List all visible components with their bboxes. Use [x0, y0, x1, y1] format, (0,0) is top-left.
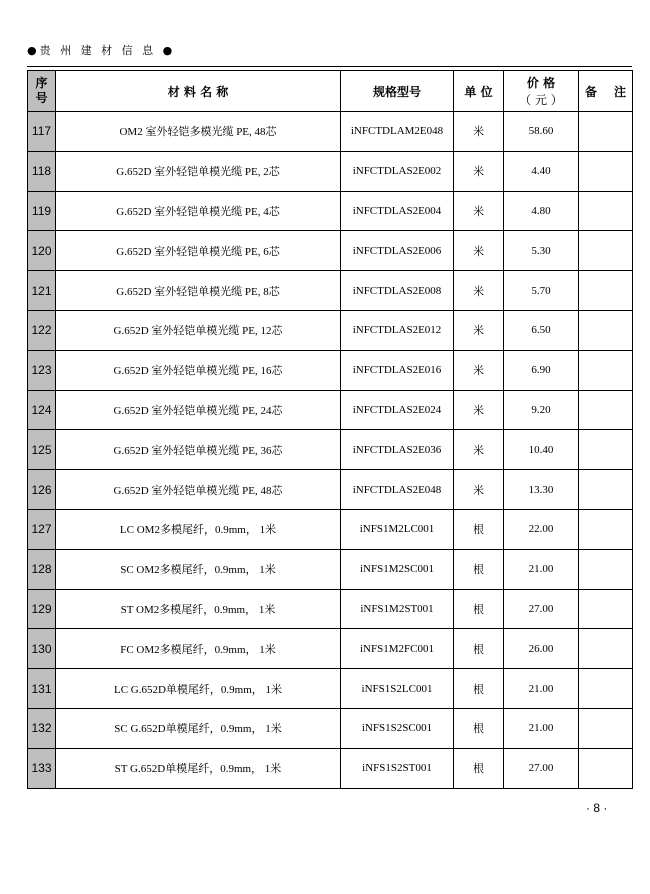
table-row	[28, 629, 633, 669]
row-note	[579, 112, 633, 152]
row-seq: 130	[28, 629, 56, 669]
row-seq: 118	[28, 151, 56, 191]
column-header-name: 材 料 名 称	[56, 71, 341, 112]
row-unit: 根	[454, 589, 504, 629]
row-material-name: G.652D 室外轻铠单模光缆 PE, 24芯	[56, 390, 341, 430]
row-material-name: SC G.652D单模尾纤，0.9mm， 1米	[56, 708, 341, 748]
row-spec-model: iNFCTDLAS2E008	[341, 271, 454, 311]
column-header-seq	[28, 71, 56, 112]
row-spec-model: iNFCTDLAM2E048	[341, 112, 454, 152]
row-spec-model: iNFCTDLAS2E012	[341, 310, 454, 350]
row-unit: 米	[454, 310, 504, 350]
table-row	[28, 231, 633, 271]
row-price: 22.00	[504, 509, 579, 549]
row-spec-model: iNFS1S2ST001	[341, 748, 454, 788]
row-material-name: G.652D 室外轻铠单模光缆 PE, 4芯	[56, 191, 341, 231]
column-header-spec: 规格型号	[341, 71, 454, 112]
row-note	[579, 748, 633, 788]
table-row	[28, 271, 633, 311]
row-seq: 129	[28, 589, 56, 629]
row-material-name: OM2 室外轻铠多模光缆 PE, 48芯	[56, 112, 341, 152]
row-unit: 米	[454, 112, 504, 152]
row-material-name: ST G.652D单模尾纤，0.9mm， 1米	[56, 748, 341, 788]
row-spec-model: iNFCTDLAS2E002	[341, 151, 454, 191]
row-note	[579, 430, 633, 470]
row-note	[579, 271, 633, 311]
column-header-price	[504, 71, 579, 112]
row-price: 26.00	[504, 629, 579, 669]
row-seq: 126	[28, 470, 56, 510]
table-row	[28, 430, 633, 470]
table-row	[28, 470, 633, 510]
row-seq: 128	[28, 549, 56, 589]
table-row	[28, 708, 633, 748]
row-seq: 133	[28, 748, 56, 788]
column-header-price-line1: 价 格	[526, 76, 556, 90]
row-spec-model: iNFS1M2FC001	[341, 629, 454, 669]
row-seq: 125	[28, 430, 56, 470]
row-price: 13.30	[504, 470, 579, 510]
table-row	[28, 669, 633, 709]
row-spec-model: iNFCTDLAS2E048	[341, 470, 454, 510]
row-spec-model: iNFCTDLAS2E006	[341, 231, 454, 271]
table-row	[28, 589, 633, 629]
table-body	[28, 112, 633, 789]
row-material-name: FC OM2多模尾纤，0.9mm， 1米	[56, 629, 341, 669]
row-material-name: G.652D 室外轻铠单模光缆 PE, 8芯	[56, 271, 341, 311]
row-note	[579, 589, 633, 629]
page-number: · 8 ·	[586, 801, 608, 815]
row-unit: 米	[454, 430, 504, 470]
table-row	[28, 151, 633, 191]
column-header-unit: 单 位	[454, 71, 504, 112]
row-price: 6.50	[504, 310, 579, 350]
row-spec-model: iNFCTDLAS2E004	[341, 191, 454, 231]
row-price: 27.00	[504, 589, 579, 629]
row-material-name: G.652D 室外轻铠单模光缆 PE, 6芯	[56, 231, 341, 271]
row-note	[579, 350, 633, 390]
row-seq: 132	[28, 708, 56, 748]
row-price: 21.00	[504, 669, 579, 709]
row-note	[579, 470, 633, 510]
row-note	[579, 310, 633, 350]
row-spec-model: iNFCTDLAS2E024	[341, 390, 454, 430]
row-unit: 米	[454, 470, 504, 510]
row-seq: 127	[28, 509, 56, 549]
row-unit: 根	[454, 549, 504, 589]
row-unit: 米	[454, 151, 504, 191]
row-price: 10.40	[504, 430, 579, 470]
column-header-note-b: 注	[613, 84, 626, 99]
row-unit: 米	[454, 231, 504, 271]
row-seq: 131	[28, 669, 56, 709]
table-row	[28, 390, 633, 430]
row-material-name: G.652D 室外轻铠单模光缆 PE, 2芯	[56, 151, 341, 191]
row-unit: 米	[454, 271, 504, 311]
row-spec-model: iNFCTDLAS2E036	[341, 430, 454, 470]
row-unit: 根	[454, 669, 504, 709]
row-price: 5.70	[504, 271, 579, 311]
row-unit: 米	[454, 350, 504, 390]
row-material-name: SC OM2多模尾纤，0.9mm， 1米	[56, 549, 341, 589]
column-header-seq-label: 序号	[35, 76, 48, 105]
row-spec-model: iNFS1S2LC001	[341, 669, 454, 709]
table-row	[28, 350, 633, 390]
row-price: 9.20	[504, 390, 579, 430]
header-divider	[27, 66, 632, 67]
row-note	[579, 629, 633, 669]
row-unit: 米	[454, 191, 504, 231]
table-row	[28, 112, 633, 152]
row-spec-model: iNFS1S2SC001	[341, 708, 454, 748]
table-row	[28, 509, 633, 549]
table-row	[28, 748, 633, 788]
row-material-name: LC OM2多模尾纤，0.9mm， 1米	[56, 509, 341, 549]
row-material-name: G.652D 室外轻铠单模光缆 PE, 36芯	[56, 430, 341, 470]
row-price: 21.00	[504, 708, 579, 748]
row-material-name: G.652D 室外轻铠单模光缆 PE, 48芯	[56, 470, 341, 510]
row-seq: 120	[28, 231, 56, 271]
page-header-title: ●贵 州 建 材 信 息 ●	[27, 44, 176, 57]
row-material-name: ST OM2多模尾纤，0.9mm， 1米	[56, 589, 341, 629]
table-row	[28, 191, 633, 231]
row-note	[579, 191, 633, 231]
column-header-price-line2: （ 元 ）	[519, 93, 563, 107]
row-note	[579, 231, 633, 271]
row-price: 4.80	[504, 191, 579, 231]
table-header-row	[28, 71, 633, 112]
row-seq: 121	[28, 271, 56, 311]
row-seq: 123	[28, 350, 56, 390]
row-seq: 124	[28, 390, 56, 430]
column-header-note	[579, 71, 633, 112]
row-price: 6.90	[504, 350, 579, 390]
row-spec-model: iNFCTDLAS2E016	[341, 350, 454, 390]
row-price: 5.30	[504, 231, 579, 271]
row-seq: 117	[28, 112, 56, 152]
row-note	[579, 708, 633, 748]
row-seq: 122	[28, 310, 56, 350]
row-note	[579, 549, 633, 589]
row-unit: 根	[454, 708, 504, 748]
row-price: 4.40	[504, 151, 579, 191]
row-unit: 根	[454, 629, 504, 669]
row-spec-model: iNFS1M2SC001	[341, 549, 454, 589]
row-unit: 米	[454, 390, 504, 430]
row-price: 58.60	[504, 112, 579, 152]
row-note	[579, 509, 633, 549]
row-seq: 119	[28, 191, 56, 231]
column-header-note-a: 备	[585, 84, 598, 99]
row-material-name: LC G.652D单模尾纤，0.9mm， 1米	[56, 669, 341, 709]
row-price: 27.00	[504, 748, 579, 788]
row-note	[579, 390, 633, 430]
price-table	[27, 70, 633, 789]
table-row	[28, 310, 633, 350]
row-spec-model: iNFS1M2ST001	[341, 589, 454, 629]
row-price: 21.00	[504, 549, 579, 589]
row-material-name: G.652D 室外轻铠单模光缆 PE, 16芯	[56, 350, 341, 390]
row-unit: 根	[454, 748, 504, 788]
table-row	[28, 549, 633, 589]
row-spec-model: iNFS1M2LC001	[341, 509, 454, 549]
row-note	[579, 669, 633, 709]
row-note	[579, 151, 633, 191]
row-material-name: G.652D 室外轻铠单模光缆 PE, 12芯	[56, 310, 341, 350]
row-unit: 根	[454, 509, 504, 549]
